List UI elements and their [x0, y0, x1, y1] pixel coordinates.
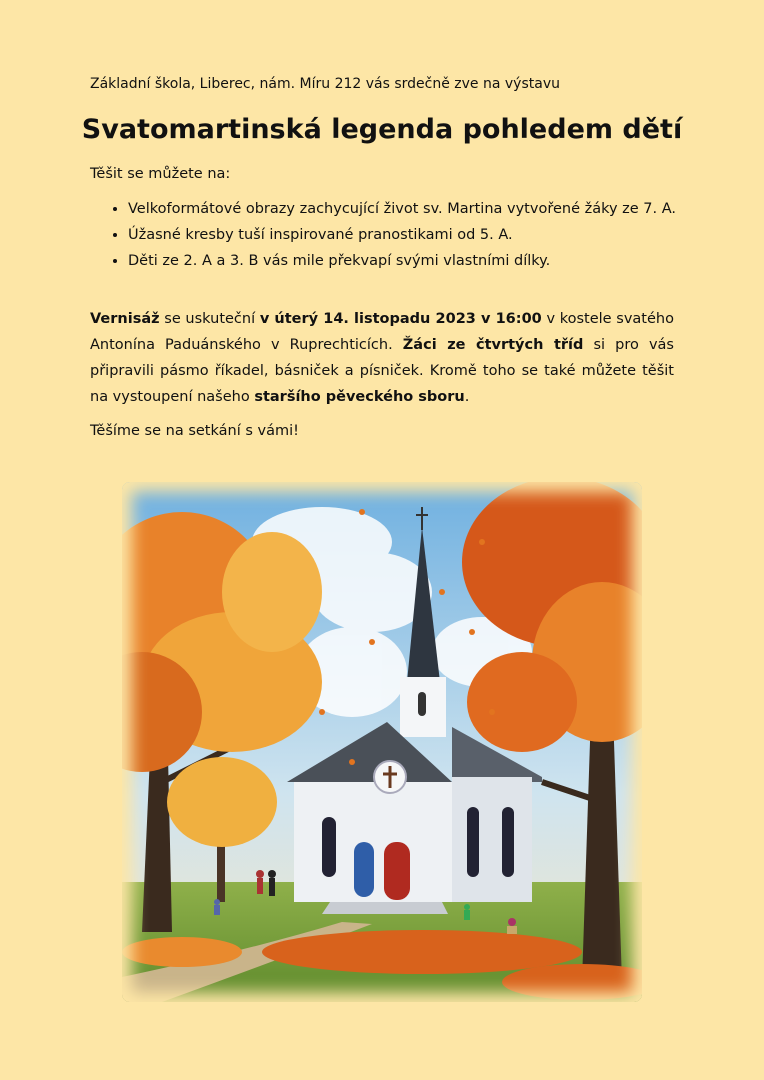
- para-text: .: [464, 389, 470, 405]
- event-datetime: v úterý 14. listopadu 2023 v 16:00: [259, 311, 542, 327]
- intro-text: Základní škola, Liberec, nám. Míru 212 vás srdečně zve na výstavu: [90, 76, 560, 92]
- vernisaz-label: Vernisáž: [90, 311, 160, 327]
- choir-highlight: staršího pěveckého sboru: [254, 389, 465, 405]
- list-item: • Úžasné kresby tuší inspirované pranostikami od 5. A.: [128, 223, 718, 247]
- program-list: [90, 197, 718, 275]
- autumn-church-painting: [122, 482, 642, 1002]
- event-paragraph: [90, 306, 674, 410]
- closing-text: Těšíme se na setkání s vámi!: [90, 423, 299, 439]
- list-item: • Děti ze 2. A a 3. B vás mile překvapí svými vlastními dílky.: [128, 249, 718, 273]
- church-illustration: [122, 482, 642, 1002]
- pupils-highlight: Žáci ze čtvrtých tříd: [402, 337, 584, 353]
- page-title: Svatomartinská legenda pohledem dětí: [81, 114, 683, 145]
- list-item: • Velkoformátové obrazy zachycující život sv. Martina vytvořené žáky ze 7. A.: [128, 197, 718, 221]
- para-text: si pro vás připravili pásmo říkadel, básniček a písniček. Kromě toho se také můžete těšit na vystoupení našeho: [90, 337, 674, 405]
- para-text: v kostele svatého Antonína Paduánského v Ruprechticích.: [90, 311, 674, 353]
- lead-text: Těšit se můžete na:: [90, 166, 231, 182]
- para-text: se uskuteční: [159, 311, 260, 327]
